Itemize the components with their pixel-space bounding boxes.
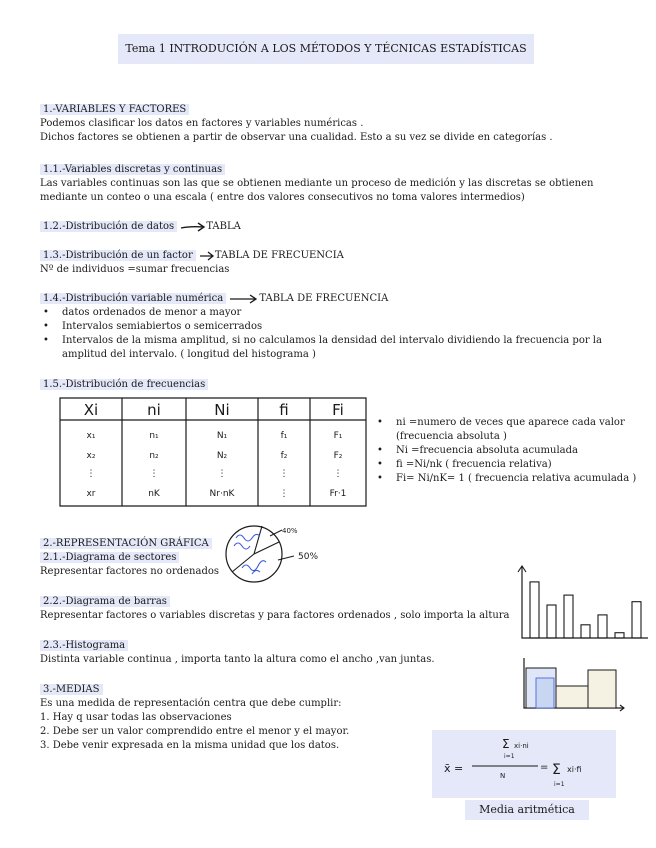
svg-text:N: N [500,772,506,780]
page-title: Tema 1 INTRODUCIÓN A LOS MÉTODOS Y TÉCNICAS ESTADÍSTICAS [118,34,534,64]
section-1-1 [40,163,593,205]
bar [564,595,573,638]
svg-text:i=1: i=1 [554,781,565,788]
table-header: Xi [83,401,99,419]
list-item: • Intervalos de la misma amplitud, si no calculamos la densidad del intervalo dividiendo la frecuencia por la [40,334,602,348]
section-1-1-line-1: Las variables continuas son las que se obtienen mediante un proceso de medición y las discretas se obtienen [40,178,594,189]
table-cell: ⋮ [149,469,159,479]
svg-text:xi·ni: xi·ni [514,742,529,750]
section-2-2 [40,595,510,623]
arrow-right-icon [229,293,259,305]
arrow-right-icon [199,250,215,262]
table-header: ni [147,401,161,419]
section-3 [40,683,342,711]
table-cell: xr [86,489,96,499]
list-item: • fi =Ni/nk ( frecuencia relativa) [374,458,636,472]
list-item: 3. Debe venir expresada en la misma unidad que los datos. [40,740,340,751]
table-header: fi [279,401,289,419]
table-legend [374,416,636,486]
pie-label-2: 50% [298,552,319,562]
section-1-2-arrow-text: TABLA [206,221,241,232]
section-2-3-line: Distinta variable continua , importa tanto la altura como el ancho ,van juntas. [40,654,435,665]
bar [581,625,590,638]
section-1-5 [40,378,208,392]
section-1-4-arrow-text: TABLA DE FRECUENCIA [259,293,389,304]
list-item: • Fi= Ni/nK= 1 ( frecuencia relativa acumulada ) [374,472,636,486]
table-cell: f₁ [280,431,288,441]
section-3-list [40,711,349,753]
table-cell: x₂ [86,451,96,461]
arrow-right-icon [180,221,206,233]
pie-chart-sketch [222,522,332,586]
section-1-1-line-2: mediante un conteo o una escala ( entre dos valores consecutivos no toma valores intermedios) [40,192,525,203]
histogram-sketch [516,656,628,714]
section-1-2-heading: 1.2.-Distribución de datos [40,221,177,232]
section-1-4-heading: 1.4.-Distribución variable numérica [40,293,226,304]
frequency-table [58,396,370,510]
section-1-3-heading: 1.3.-Distribución de un factor [40,250,196,261]
section-1-heading: 1.-VARIABLES Y FACTORES [40,104,189,115]
list-item: (frecuencia absoluta ) [396,431,507,442]
svg-text:Σ: Σ [552,762,561,778]
section-1-4-bullets [40,306,602,362]
table-cell: x₁ [86,431,96,441]
table-cell: ⋮ [279,469,289,479]
section-1-3 [40,249,344,277]
mean-formula-sketch [432,730,616,798]
list-item: 1. Hay q usar todas las observaciones [40,712,232,723]
section-1-5-heading: 1.5.-Distribución de frecuencias [40,379,208,390]
bar [632,602,641,638]
svg-text:x̄ =: x̄ = [444,762,464,775]
list-item: 2. Debe ser un valor comprendido entre el menor y el mayor. [40,726,350,737]
table-cell: Fr·1 [329,489,347,499]
section-1-3-line-1: Nº de individuos =sumar frecuencias [40,264,230,275]
table-header: Ni [214,401,230,419]
table-cell: ⋮ [279,489,289,499]
table-cell: ⋮ [86,469,96,479]
table-cell: F₂ [333,451,343,461]
table-cell: F₁ [333,431,343,441]
section-1-1-heading: 1.1.-Variables discretas y continuas [40,164,225,175]
formula-caption: Media aritmética [465,800,589,820]
bar [547,605,556,638]
bar-chart-sketch [514,562,650,644]
table-cell: f₂ [280,451,288,461]
section-1 [40,103,553,145]
section-2-2-heading: 2.2.-Diagrama de barras [40,596,170,607]
section-1-4 [40,292,388,306]
table-cell: N₂ [216,451,228,461]
section-3-line-1: Es una medida de representación centra que debe cumplir: [40,698,342,709]
svg-text:Σ: Σ [502,737,510,751]
pie-label-1: 40% [282,527,298,535]
table-header: Fi [332,401,344,419]
section-1-3-arrow-text: TABLA DE FRECUENCIA [214,250,344,261]
section-2-heading: 2.-REPRESENTACIÓN GRÁFICA [40,538,212,549]
svg-text:xi·fi: xi·fi [567,765,582,774]
table-cell: n₁ [149,431,159,441]
section-2-3 [40,639,435,667]
list-item: • datos ordenados de menor a mayor [40,306,602,320]
bar [615,633,624,638]
list-item: • ni =numero de veces que aparece cada valor [374,416,636,430]
table-cell: Nr·nK [209,489,235,499]
svg-text:i=1: i=1 [504,753,515,760]
section-3-heading: 3.-MEDIAS [40,684,103,695]
pie-scribble [242,561,266,574]
section-1-line-1: Podemos clasificar los datos en factores y variables numéricas . [40,118,364,129]
section-2-2-line: Representar factores o variables discretas y para factores ordenados , solo importa la altura [40,610,510,621]
table-cell: N₁ [216,431,228,441]
section-1-line-2: Dichos factores se obtienen a partir de observar una cualidad. Esto a su vez se divide en categorías . [40,132,553,143]
section-2-1-heading: 2.1.-Diagrama de sectores [40,552,179,563]
table-cell: nK [148,489,160,499]
list-item: amplitud del intervalo. ( longitud del histograma ) [62,349,316,360]
bar [598,615,607,638]
section-1-2 [40,220,241,234]
section-2-3-heading: 2.3.-Histograma [40,640,128,651]
bar [530,582,539,638]
table-cell: n₂ [149,451,159,461]
list-item: • Ni =frecuencia absoluta acumulada [374,444,636,458]
table-cell: ⋮ [333,469,343,479]
list-item: • Intervalos semiabiertos o semicerrados [40,320,602,334]
section-2-1-line: Representar factores no ordenados [40,566,220,577]
section-2 [40,537,219,579]
svg-text:=: = [540,762,549,773]
table-cell: ⋮ [217,469,227,479]
